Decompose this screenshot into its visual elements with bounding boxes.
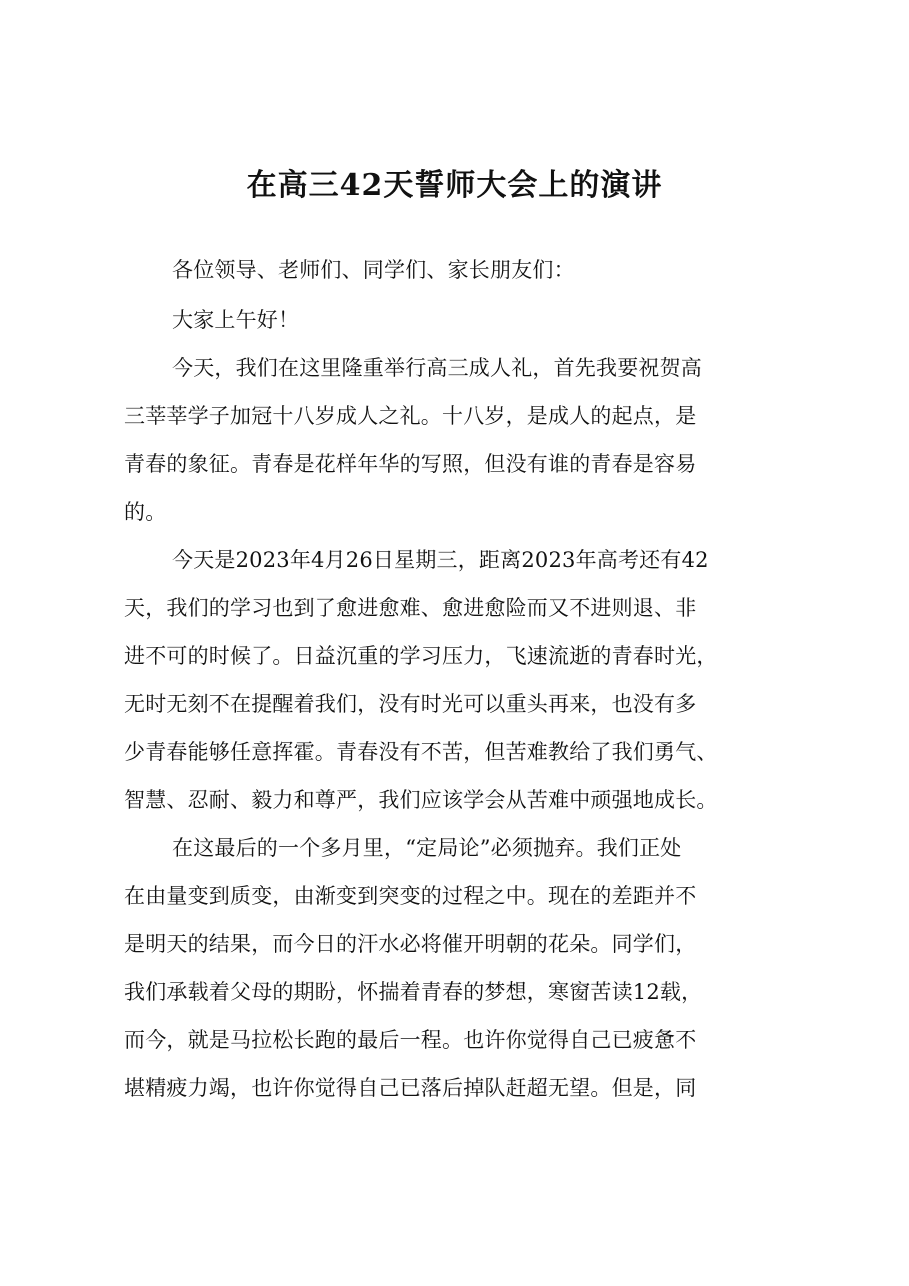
paragraph-2-line-5: 少青春能够任意挥霍。青春没有不苦，但苦难教给了我们勇气、 (124, 740, 718, 764)
salutation-line: 各位领导、老师们、同学们、家长朋友们： (172, 258, 575, 282)
paragraph-1-line-4: 的。 (124, 500, 167, 524)
paragraph-2-line-4: 无时无刻不在提醒着我们，没有时光可以重头再来，也没有多 (124, 692, 697, 716)
paragraph-3-line-4: 我们承载着父母的期盼，怀揣着青春的梦想，寒窗苦读12载， (124, 980, 703, 1004)
paragraph-1-line-1: 今天，我们在这里隆重举行高三成人礼，首先我要祝贺高 (172, 356, 702, 380)
paragraph-2-line-2: 天，我们的学习也到了愈进愈难、愈进愈险而又不进则退、非 (124, 596, 697, 620)
document-title: 在高三42天誓师大会上的演讲 (246, 168, 663, 203)
paragraph-3-line-3: 是明天的结果，而今日的汗水必将催开明朝的花朵。同学们， (124, 932, 697, 956)
paragraph-2-line-1: 今天是2023年4月26日星期三，距离2023年高考还有42 (172, 548, 709, 572)
paragraph-3-line-6: 堪精疲力竭，也许你觉得自己已落后掉队赶超无望。但是，同 (124, 1076, 697, 1100)
paragraph-3-line-1: 在这最后的一个多月里，“定局论”必须抛弃。我们正处 (172, 836, 682, 860)
paragraph-1-line-2: 三莘莘学子加冠十八岁成人之礼。十八岁，是成人的起点，是 (124, 404, 697, 428)
greeting-line: 大家上午好！ (172, 308, 300, 332)
paragraph-3-line-2: 在由量变到质变，由渐变到突变的过程之中。现在的差距并不 (124, 884, 697, 908)
paragraph-2-line-3: 进不可的时候了。日益沉重的学习压力，飞速流逝的青春时光， (124, 644, 718, 668)
paragraph-1-line-3: 青春的象征。青春是花样年华的写照，但没有谁的青春是容易 (124, 452, 697, 476)
paragraph-2-line-6: 智慧、忍耐、毅力和尊严，我们应该学会从苦难中顽强地成长。 (124, 788, 718, 812)
paragraph-3-line-5: 而今，就是马拉松长跑的最后一程。也许你觉得自己已疲惫不 (124, 1028, 697, 1052)
